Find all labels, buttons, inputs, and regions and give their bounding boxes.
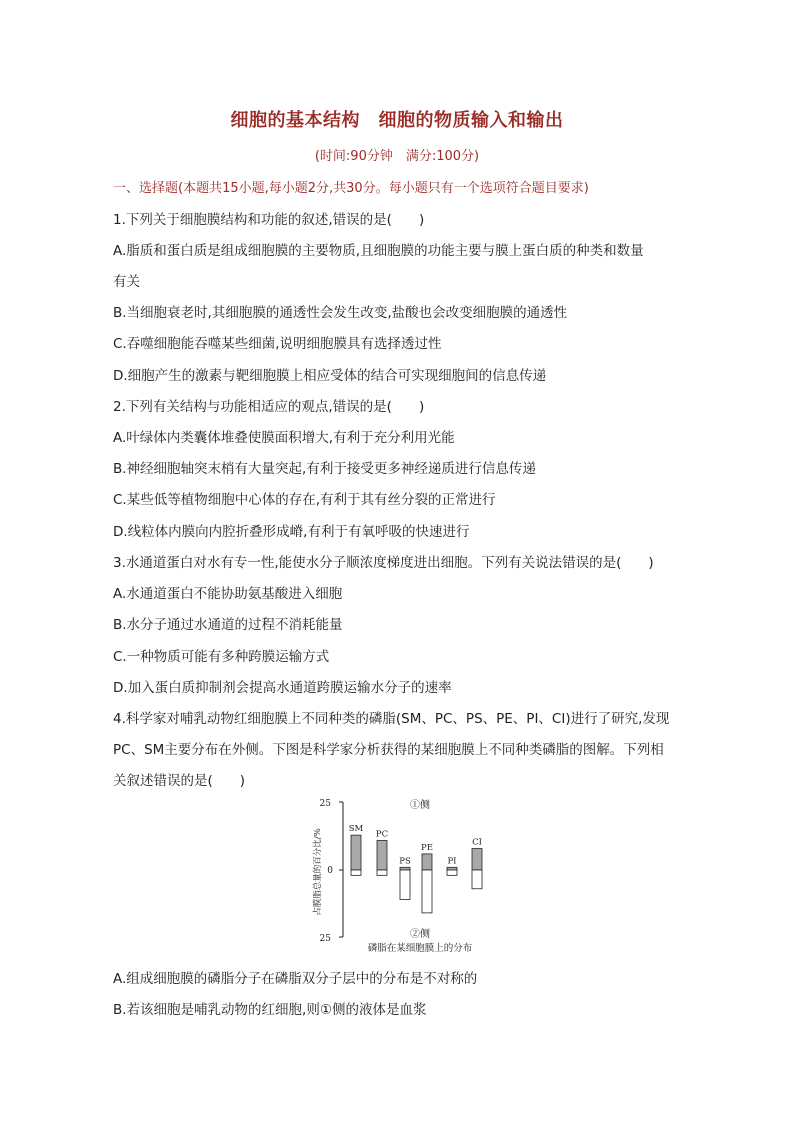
chart-x-axis-label: 磷脂在某细胞膜上的分布 [367, 943, 473, 954]
question-4-stem-cont: PC、SM主要分布在外侧。下图是科学家分析获得的某细胞膜上不同种类磷脂的图解。下列相 [113, 742, 664, 758]
phospholipid-distribution-chart [308, 792, 498, 958]
chart-side-bottom-label: ②侧 [410, 929, 430, 940]
question-2-option-a: A.叶绿体内类囊体堆叠使膜面积增大,有利于充分利用光能 [113, 430, 455, 446]
bar-pe-side2 [422, 870, 432, 913]
bar-pc-side2 [377, 870, 387, 875]
bar-sm-side2 [351, 870, 361, 875]
question-4-stem: 4.科学家对哺乳动物红细胞膜上不同种类的磷脂(SM、PC、PS、PE、PI、CI)进行了研究,发现 [113, 711, 670, 727]
category-label-ps: PS [399, 856, 411, 867]
bar-ci-side2 [472, 870, 482, 889]
category-label-pc: PC [375, 829, 389, 840]
question-4-stem-cont2: 关叙述错误的是( ) [113, 773, 246, 789]
question-1-option-c: C.吞噬细胞能吞噬某些细菌,说明细胞膜具有选择透过性 [113, 336, 442, 352]
chart-svg [308, 792, 498, 958]
bar-pe-side1 [422, 854, 432, 870]
bar-pc-side1 [377, 841, 387, 870]
question-3-option-b: B.水分子通过水通道的过程不消耗能量 [113, 617, 343, 633]
question-1-option-d: D.细胞产生的激素与靶细胞膜上相应受体的结合可实现细胞间的信息传递 [113, 368, 547, 384]
question-1-option-b: B.当细胞衰老时,其细胞膜的通透性会发生改变,盐酸也会改变细胞膜的通透性 [113, 305, 568, 321]
question-2-option-b: B.神经细胞轴突末梢有大量突起,有利于接受更多神经递质进行信息传递 [113, 461, 536, 477]
question-2-option-c: C.某些低等植物细胞中心体的存在,有利于其有丝分裂的正常进行 [113, 492, 496, 508]
category-label-pi: PI [447, 856, 457, 867]
exam-info: (时间:90分钟 满分:100分) [314, 149, 480, 164]
chart-y-axis-label: 占膜脂总量的百分比/% [313, 828, 323, 916]
bar-pi-side2 [447, 870, 457, 875]
chart-bars [349, 824, 482, 913]
question-3-option-a: A.水通道蛋白不能协助氨基酸进入细胞 [113, 586, 343, 602]
bar-pi-side1 [447, 867, 457, 870]
question-2-stem: 2.下列有关结构与功能相适应的观点,错误的是( ) [113, 399, 425, 415]
question-2-option-d: D.线粒体内膜向内腔折叠形成嵴,有利于有氧呼吸的快速进行 [113, 524, 470, 540]
category-label-ci: CI [472, 837, 482, 848]
question-3-stem: 3.水通道蛋白对水有专一性,能使水分子顺浓度梯度进出细胞。下列有关说法错误的是( ) [113, 555, 654, 571]
bar-sm-side1 [351, 835, 361, 870]
chart-side-top-label: ①侧 [410, 800, 430, 811]
category-label-pe: PE [421, 842, 433, 853]
category-label-sm: SM [348, 824, 364, 835]
chart-y-tick-zero: 0 [327, 866, 333, 876]
question-4-option-a: A.组成细胞膜的磷脂分子在磷脂双分子层中的分布是不对称的 [113, 971, 478, 987]
bar-ps-side2 [400, 870, 410, 899]
question-3-option-c: C.一种物质可能有多种跨膜运输方式 [113, 649, 330, 665]
bar-ps-side1 [400, 867, 410, 870]
chart-y-tick-top: 25 [319, 799, 331, 809]
page-title: 细胞的基本结构 细胞的物质输入和输出 [230, 110, 564, 131]
question-1-option-a-cont: 有关 [113, 274, 140, 290]
question-3-option-d: D.加入蛋白质抑制剂会提高水通道跨膜运输水分子的速率 [113, 680, 452, 696]
bar-ci-side1 [472, 849, 482, 870]
question-1-stem: 1.下列关于细胞膜结构和功能的叙述,错误的是( ) [113, 212, 425, 228]
question-1-option-a: A.脂质和蛋白质是组成细胞膜的主要物质,且细胞膜的功能主要与膜上蛋白质的种类和数量 [113, 243, 644, 259]
section-heading: 一、选择题(本题共15小题,每小题2分,共30分。每小题只有一个选项符合题目要求) [113, 181, 589, 196]
chart-y-tick-bottom: 25 [319, 934, 331, 944]
question-4-option-b: B.若该细胞是哺乳动物的红细胞,则①侧的液体是血浆 [113, 1002, 427, 1018]
